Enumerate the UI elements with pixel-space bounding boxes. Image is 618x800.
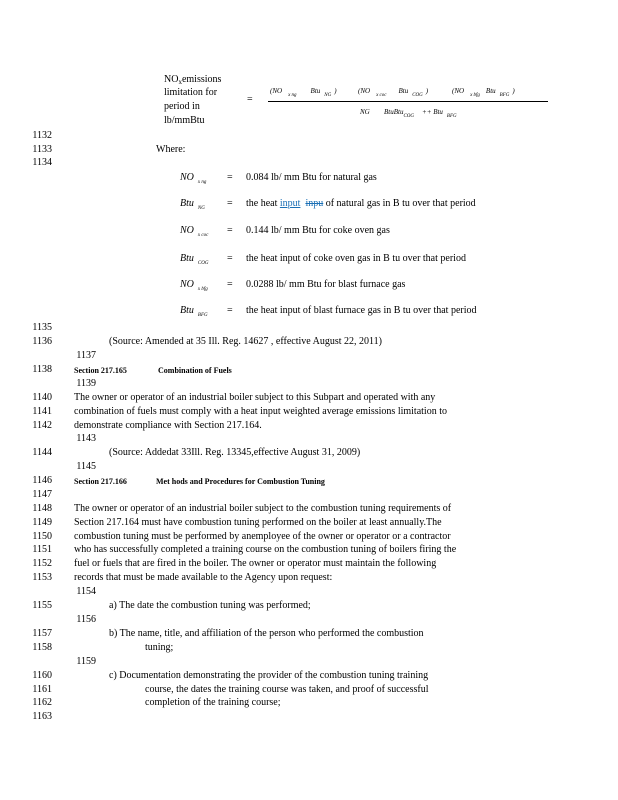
definition-equals: = (227, 172, 233, 183)
line-number: 1155 (32, 600, 52, 611)
paragraph-line: The owner or operator of an industrial boiler subject to the combustion tuning requirements of (74, 503, 452, 514)
line-number: 1149 (32, 517, 52, 528)
formula-denominator-b: BtuBtu$_{COG}$ (384, 108, 415, 119)
definition-text: the heat input of blast furnace gas in B tu over that period (246, 305, 477, 316)
line-number: 1146 (32, 475, 52, 486)
definition-symbol: NO $_{x ng}$ (180, 172, 207, 185)
definition-symbol: Btu $_{COG}$ (180, 253, 209, 266)
line-number: 1160 (32, 670, 52, 681)
line-number: 1161 (32, 684, 52, 695)
line-number: 1158 (32, 642, 52, 653)
definition-equals: = (227, 279, 233, 290)
line-number: 1143 (76, 433, 96, 444)
line-number: 1152 (32, 558, 52, 569)
fraction-bar (268, 101, 548, 102)
formula-lhs-line2: limitation for (164, 87, 218, 98)
list-item-b-continuation: tuning; (145, 642, 174, 653)
definition-equals: = (227, 225, 233, 236)
paragraph-line: combination of fuels must comply with a heat input weighted average emissions limitation to (74, 406, 447, 417)
definition-equals: = (227, 253, 233, 264)
definition-symbol: Btu $_{NG}$ (180, 198, 205, 211)
line-number: 1139 (76, 378, 96, 389)
line-number: 1142 (32, 420, 52, 431)
paragraph-line: Section 217.164 must have combustion tuning performed on the boiler at least annually.The (74, 517, 442, 528)
list-item-c-continuation: completion of the training course; (145, 697, 281, 708)
line-number: 1138 (32, 364, 52, 375)
definition-symbol: NO $_{x bfg}$ (180, 279, 208, 292)
where-label: Where: (156, 144, 186, 155)
section-number: Section 217.165 (74, 366, 127, 375)
paragraph-line: fuel or fuels that are fired in the boiler. The owner or operator must maintain the following (74, 558, 437, 569)
list-item-c-continuation: course, the dates the training course was taken, and proof of successful (145, 684, 429, 695)
line-number: 1153 (32, 572, 52, 583)
line-number: 1147 (32, 489, 52, 500)
line-number: 1140 (32, 392, 52, 403)
line-number: 1148 (32, 503, 52, 514)
list-item-a: a) The date the combustion tuning was performed; (109, 600, 311, 611)
paragraph-line: combustion tuning must be performed by anemployee of the owner or operator or a contractor (74, 531, 451, 542)
definition-equals: = (227, 198, 233, 209)
paragraph-line: demonstrate compliance with Section 217.164. (74, 420, 262, 431)
line-number: 1145 (76, 461, 96, 472)
line-number: 1137 (76, 350, 96, 361)
definition-text: the heat input inpu of natural gas in B tu over that period (246, 198, 476, 209)
line-number: 1144 (32, 447, 52, 458)
paragraph-line: The owner or operator of an industrial boiler subject to this Subpart and operated with any (74, 392, 436, 403)
formula-numerator-a: $(NO_{x ng}Btu_{NG})$ (270, 87, 337, 98)
line-number: 1141 (32, 406, 52, 417)
inserted-text-link[interactable]: input (279, 198, 301, 209)
section-number: Section 217.166 (74, 477, 127, 486)
formula-lhs-line4: lb/mmBtu (164, 115, 205, 126)
line-number: 1135 (32, 322, 52, 333)
line-number: 1132 (32, 130, 52, 141)
definition-text: 0.0288 lb/ mm Btu for blast furnace gas (246, 279, 406, 290)
line-number: 1159 (76, 656, 96, 667)
formula-equals: = (247, 94, 253, 105)
definition-text: the heat input of coke oven gas in B tu over that period (246, 253, 466, 264)
list-item-c: c) Documentation demonstrating the provider of the combustion tuning training (109, 670, 429, 681)
line-number: 1157 (32, 628, 52, 639)
deleted-text: inpu (305, 198, 324, 209)
paragraph-line: records that must be made available to the Agency upon request: (74, 572, 333, 583)
section-title: Met hods and Procedures for Combustion Tuning (156, 477, 325, 486)
paragraph-line: who has successfully completed a training course on the combustion tuning of boilers firing the (74, 544, 457, 555)
definition-text: 0.084 lb/ mm Btu for natural gas (246, 172, 377, 183)
definition-symbol: NO $_{x coc}$ (180, 225, 209, 238)
definition-equals: = (227, 305, 233, 316)
line-number: 1156 (76, 614, 96, 625)
line-number: 1150 (32, 531, 52, 542)
line-number: 1134 (32, 157, 52, 168)
definition-text: 0.144 lb/ mm Btu for coke oven gas (246, 225, 390, 236)
definition-symbol: Btu $_{BFG}$ (180, 305, 208, 318)
line-number: 1133 (32, 144, 52, 155)
line-number: 1136 (32, 336, 52, 347)
line-number: 1151 (32, 544, 52, 555)
formula-denominator-c: ++ Btu$_{BFG}$ (422, 108, 457, 119)
list-item-b: b) The name, title, and affiliation of the person who performed the combustion (109, 628, 424, 639)
line-number: 1162 (32, 697, 52, 708)
source-note: (Source: Amended at 35 Ill. Reg. 14627 , effective August 22, 2011) (109, 336, 383, 347)
formula-numerator-b: $(NO_{x coc}Btu_{COG})$ (358, 87, 429, 98)
section-title: Combination of Fuels (158, 366, 232, 375)
line-number: 1163 (32, 711, 52, 722)
line-number: 1154 (76, 586, 96, 597)
formula-numerator-c: $(NO_{x bfg}Btu_{BFG})$ (452, 87, 515, 98)
source-note: (Source: Addedat 33Ill. Reg. 13345,effective August 31, 2009) (109, 447, 361, 458)
formula-denominator-a: NG (360, 108, 370, 116)
formula-lhs-line3: period in (164, 101, 200, 112)
formula-lhs-line1: $NO_xemissions$ (164, 74, 222, 86)
